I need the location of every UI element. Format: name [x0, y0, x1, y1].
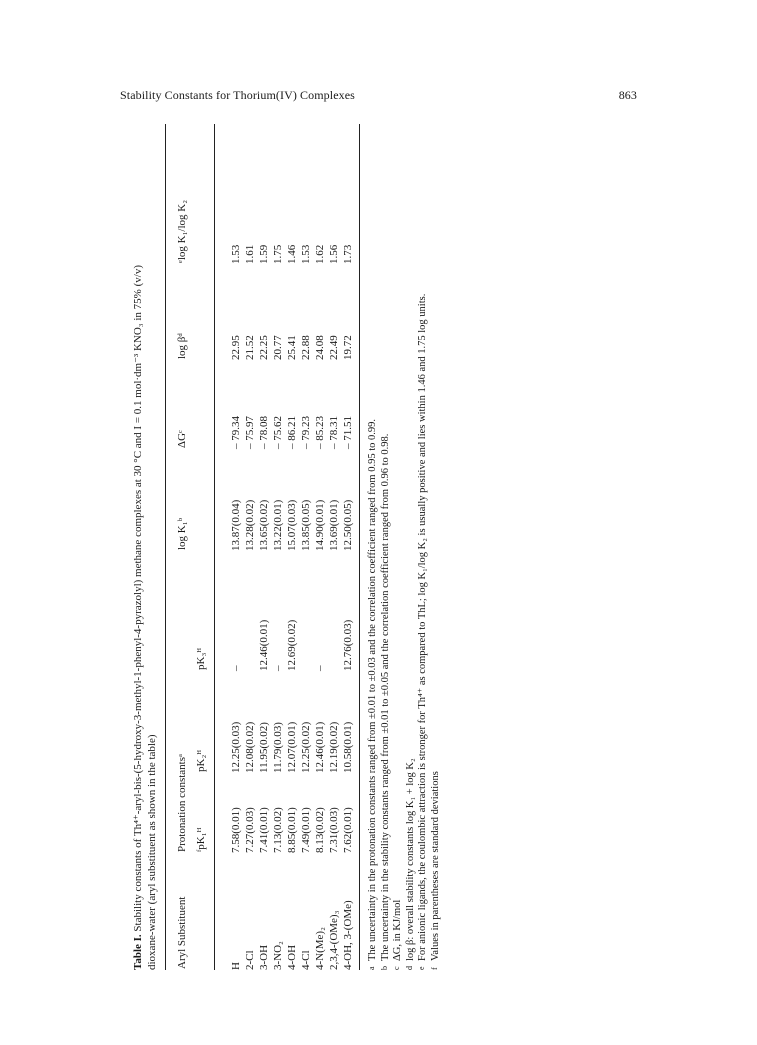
running-title: Stability Constants for Thorium(IV) Complexes	[120, 88, 355, 102]
cell-pk3: 12.76(0.03)	[342, 619, 354, 671]
header-dg: ΔGᶜ	[166, 360, 193, 449]
cell-logK1: 14.90(0.01)	[314, 499, 326, 551]
cell-dG: – 78.31	[328, 416, 340, 449]
footnote-b	[380, 124, 393, 970]
cell-pk1: 7.27(0.03)	[244, 807, 256, 853]
cell-pk2: 12.07(0.01)	[286, 721, 298, 773]
running-head	[120, 88, 637, 103]
cell-dG: – 78.08	[258, 416, 270, 449]
footnote-mark: e	[417, 966, 427, 970]
footnote-mark: f	[429, 967, 439, 970]
table-row	[257, 124, 271, 970]
header-protonation: Protonation constantsᵃ	[166, 551, 193, 853]
table-row	[285, 124, 299, 970]
cell-pk3: 12.46(0.01)	[258, 619, 270, 671]
footnote-mark: c	[392, 966, 402, 970]
cell-pk2: 12.25(0.03)	[230, 721, 242, 773]
cell-logK1: 12.50(0.05)	[342, 499, 354, 551]
table-label: Table I.	[132, 934, 144, 970]
cell-logK1: 15.07(0.03)	[286, 499, 298, 551]
cell-logbeta: 22.88	[300, 335, 312, 360]
footnote-text: The uncertainty in the protonation constants ranged from ±0.01 to ±0.03 and the correlation coefficient ranged from 0.95 to 0.99.	[367, 418, 378, 961]
cell-aryl: 3-OH	[258, 944, 270, 970]
cell-ratio: 1.73	[342, 244, 354, 264]
cell-pk1: 7.49(0.01)	[300, 807, 312, 853]
cell-dG: – 86.21	[286, 416, 298, 449]
footnote-text: ΔG, in KJ/mol	[392, 899, 404, 961]
cell-aryl: H	[230, 962, 242, 970]
table-row	[313, 124, 327, 970]
cell-dG: – 85.23	[314, 416, 326, 449]
table-row	[299, 124, 313, 970]
cell-pk1: 8.13(0.02)	[314, 807, 326, 853]
cell-pk3	[299, 551, 313, 671]
cell-pk2: 12.46(0.01)	[314, 721, 326, 773]
footnote-mark: a	[367, 966, 376, 970]
cell-aryl: 4-OH	[286, 944, 298, 970]
cell-pk2: 11.79(0.03)	[272, 722, 284, 773]
table-row	[215, 124, 244, 970]
cell-logbeta: 21.52	[244, 335, 256, 360]
cell-ratio: 1.46	[286, 244, 298, 264]
header-ratio: ᵉlog K₁/log K₂	[166, 124, 193, 264]
cell-ratio: 1.61	[244, 244, 256, 264]
footnote-f	[430, 124, 443, 970]
cell-dG: – 79.34	[230, 416, 242, 449]
cell-pk1: 7.31(0.03)	[328, 807, 340, 853]
footnote-d	[405, 124, 418, 970]
cell-aryl: 3-NO₂	[272, 941, 284, 970]
footnote-text: For anionic ligands, the coulombic attraction is stronger for Th⁴⁺ as compared to ThL; log K₁/log K₂ is usually positive and lies within 1.46 and 1.75 log units.	[417, 293, 429, 961]
caption-line-2: dioxane-water (aryl substituent as shown in the table)	[146, 734, 158, 970]
table-row	[327, 124, 341, 970]
cell-ratio: 1.62	[314, 244, 326, 264]
header-logk1: log K₁ᵇ	[166, 449, 193, 551]
header-pk1: ᶠpK₁ᴴ	[192, 773, 215, 853]
cell-logK1: 13.69(0.01)	[328, 499, 340, 551]
page-number: 863	[618, 88, 637, 102]
cell-logbeta: 24.08	[314, 335, 326, 360]
cell-pk1: 8.85(0.01)	[286, 807, 298, 853]
header-aryl: Aryl Substituent	[166, 853, 193, 970]
table-body	[215, 124, 360, 970]
cell-logK1: 13.28(0.02)	[244, 499, 256, 551]
table-row	[341, 124, 360, 970]
cell-aryl: 4-Cl	[300, 950, 312, 970]
cell-logbeta: 22.95	[230, 335, 242, 360]
cell-pk2: 10.58(0.01)	[342, 721, 354, 773]
cell-pk1: 7.41(0.01)	[258, 807, 270, 853]
cell-logK1: 13.22(0.01)	[272, 499, 284, 551]
footnotes	[367, 124, 443, 970]
cell-pk2: 12.25(0.02)	[300, 721, 312, 773]
cell-pk3: –	[272, 665, 284, 671]
cell-logK1: 13.87(0.04)	[230, 499, 242, 551]
cell-pk3: –	[230, 665, 242, 671]
footnote-c	[392, 124, 405, 970]
cell-dG: – 71.51	[342, 416, 354, 449]
cell-pk2: 11.95(0.02)	[258, 722, 270, 773]
table-row	[243, 124, 257, 970]
footnote-mark: b	[379, 966, 389, 970]
header-logbeta: log βᵈ	[166, 264, 193, 360]
footnote-text: The uncertainty in the stability constants ranged from ±0.01 to ±0.05 and the correlation coefficient ranged from 0.96 to 0.98.	[379, 433, 391, 961]
cell-logbeta: 19.72	[342, 335, 354, 360]
stability-table	[165, 124, 360, 970]
cell-ratio: 1.75	[272, 244, 284, 264]
cell-logbeta: 25.41	[286, 335, 298, 360]
header-pk2: pK₂ᴴ	[192, 671, 215, 773]
cell-pk1: 7.58(0.01)	[230, 807, 242, 853]
cell-aryl: 4-OH, 3-(OMe)	[342, 900, 354, 970]
footnote-e	[417, 124, 430, 970]
table-row	[271, 124, 285, 970]
cell-pk3: 12.69(0.02)	[286, 619, 298, 671]
cell-ratio: 1.59	[258, 244, 270, 264]
cell-dG: – 75.62	[272, 416, 284, 449]
cell-pk3: –	[314, 665, 326, 671]
cell-dG: – 79.23	[300, 416, 312, 449]
cell-logbeta: 22.49	[328, 335, 340, 360]
cell-aryl: 4-N(Me)₂	[314, 927, 326, 970]
cell-pk1: 7.13(0.02)	[272, 807, 284, 853]
header-pk3: pK₃ᴴ	[192, 551, 215, 671]
table-caption	[131, 124, 159, 970]
cell-aryl: 2,3,4-(OMe)₃	[328, 910, 340, 970]
cell-pk3	[327, 551, 341, 671]
rotated-table-block	[131, 124, 476, 970]
caption-line-1: Stability constants of Th⁴⁺-aryl-bis-(5-hydroxy-3-methyl-1-phenyl-4-pyrazolyl) methane complexes at 30 °C and I = 0.1 mol·dm⁻³ KNO₃ in 75% (v/v)	[132, 265, 144, 932]
footnote-a	[367, 124, 380, 970]
cell-pk1: 7.62(0.01)	[342, 807, 354, 853]
footnote-text: log β: overall stability constants log K₁ + log K₂	[404, 758, 416, 961]
cell-pk3	[243, 551, 257, 671]
cell-ratio: 1.53	[300, 244, 312, 264]
cell-ratio: 1.56	[328, 244, 340, 264]
cell-aryl: 2-Cl	[244, 950, 256, 970]
cell-dG: – 75.97	[244, 416, 256, 449]
cell-logK1: 13.65(0.02)	[258, 499, 270, 551]
cell-logbeta: 22.25	[258, 335, 270, 360]
cell-ratio: 1.53	[230, 244, 242, 264]
footnote-text: Values in parentheses are standard deviations	[429, 771, 441, 961]
cell-logbeta: 20.77	[272, 335, 284, 360]
cell-logK1: 13.85(0.05)	[300, 499, 312, 551]
cell-pk2: 12.19(0.02)	[328, 721, 340, 773]
cell-pk2: 12.08(0.02)	[244, 721, 256, 773]
footnote-mark: d	[404, 966, 414, 970]
